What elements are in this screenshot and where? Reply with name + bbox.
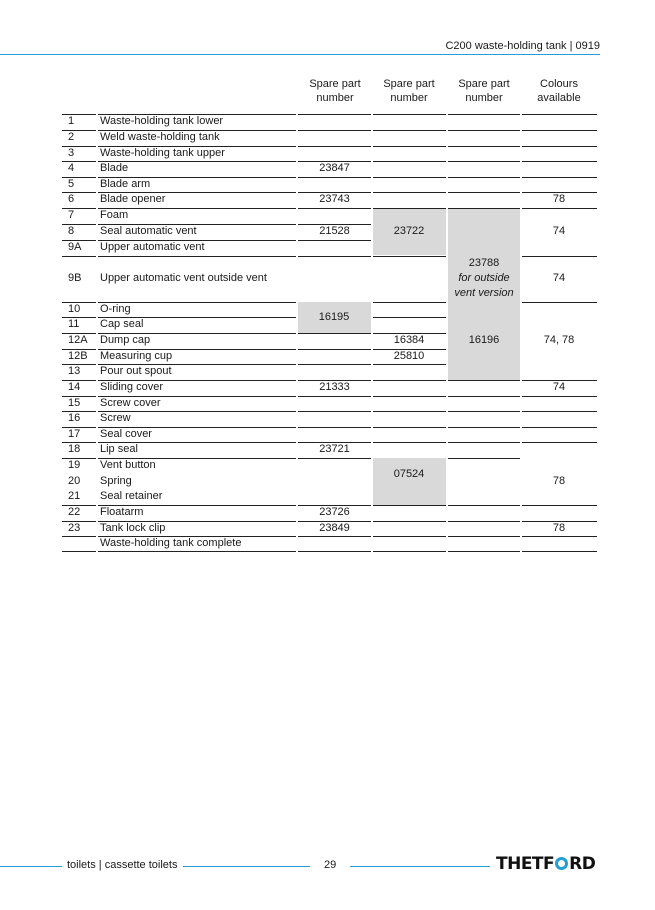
table-rule [371,302,447,303]
row-number: 17 [68,428,81,440]
row-description: Vent button [100,459,156,471]
column-gap [96,110,98,555]
part-number: 16196 [468,334,500,346]
part-number: 23847 [319,162,350,174]
thetford-logo: THETF RD [496,854,596,874]
row-number: 12B [68,350,88,362]
part-number: 23726 [319,506,350,518]
row-number: 9B [68,272,82,284]
row-number: 14 [68,381,81,393]
row-number: 20 [68,475,81,487]
part-number: 23722 [393,225,425,237]
row-description: Waste-holding tank complete [100,537,242,549]
table-rule [62,208,597,209]
table-rule [62,146,597,147]
row-description: Seal cover [100,428,152,440]
table-rule [521,256,597,257]
part-note: for outside [458,272,510,284]
footer-rule [350,866,490,867]
row-number: 16 [68,412,81,424]
col-header-spare-part-3: Spare part number [458,78,510,104]
row-description: Foam [100,209,129,221]
row-number: 10 [68,303,81,315]
row-number: 3 [68,147,75,159]
part-number: 23743 [319,193,350,205]
header-rule [0,54,600,55]
table-rule [62,396,597,397]
row-description: O-ring [100,303,131,315]
row-description: Floatarm [100,506,144,518]
colour-value: 74 [552,272,566,284]
row-description: Screw cover [100,397,161,409]
colour-value: 78 [552,193,566,205]
row-description: Upper automatic vent outside vent [100,272,267,284]
row-description: Screw [100,412,131,424]
row-description: Waste-holding tank upper [100,147,225,159]
col-header-spare-part-2: Spare part number [383,78,435,104]
row-description: Seal automatic vent [100,225,197,237]
table-rule [62,177,597,178]
row-number: 4 [68,162,75,174]
table-rule [62,256,446,257]
row-description: Spring [100,475,132,487]
footer-rule [0,866,62,867]
table-rule [62,364,447,365]
table-rule [62,240,372,241]
row-number: 11 [68,318,80,330]
row-description: Weld waste-holding tank [100,131,220,143]
table-rule [62,130,597,131]
row-number: 7 [68,209,75,221]
row-description: Waste-holding tank lower [100,115,224,127]
row-description: Lip seal [100,443,138,455]
part-number: 16384 [393,334,425,346]
row-number: 19 [68,459,81,471]
part-number: 21333 [319,381,350,393]
row-number: 13 [68,365,81,377]
row-number: 8 [68,225,75,237]
page-number: 29 [324,859,337,871]
row-number: 2 [68,131,75,143]
row-description: Tank lock clip [100,522,166,534]
table-rule [371,317,447,318]
row-description: Blade [100,162,129,174]
part-number: 23721 [319,443,350,455]
column-gap [296,110,298,555]
table-rule [62,114,597,115]
colour-value: 78 [552,522,566,534]
row-number: 9A [68,241,82,253]
table-rule [446,458,521,459]
part-number: 23788 [468,257,500,269]
table-rule [62,536,597,537]
row-number: 12A [68,334,88,346]
table-rule [62,427,597,428]
col-header-colours: Colours available [537,78,581,104]
part-number: 23849 [319,522,350,534]
part-number: 21528 [319,225,350,237]
col-header-spare-part-1: Spare part number [309,78,361,104]
part-note: vent version [454,287,514,299]
row-description: Cap seal [100,318,144,330]
row-number: 6 [68,193,75,205]
row-description: Measuring cup [100,350,173,362]
row-number: 18 [68,443,81,455]
row-number: 15 [68,397,81,409]
row-number: 22 [68,506,81,518]
row-number: 21 [68,490,81,502]
row-number: 5 [68,178,75,190]
document-title: C200 waste-holding tank | 0919 [445,40,600,52]
row-description: Pour out spout [100,365,172,377]
colour-value: 74 [552,225,566,237]
footer-section: toilets | cassette toilets [67,859,178,871]
row-number: 23 [68,522,81,534]
table-rule [62,411,597,412]
row-description: Blade opener [100,193,166,205]
table-rule [521,302,597,303]
row-description: Blade arm [100,178,151,190]
table-rule [62,551,597,552]
colour-value: 78 [552,475,566,487]
row-number: 1 [68,115,75,127]
part-number: 16195 [318,311,350,323]
row-description: Dump cap [100,334,151,346]
row-description: Upper automatic vent [100,241,205,253]
table-rule [62,458,372,459]
colour-value: 74 [552,381,566,393]
part-number: 25810 [393,350,425,362]
colour-value: 74, 78 [543,334,575,346]
logo-o-ring-icon [555,857,568,870]
part-number: 07524 [393,468,425,480]
footer-rule [183,866,310,867]
row-description: Sliding cover [100,381,163,393]
row-description: Seal retainer [100,490,163,502]
